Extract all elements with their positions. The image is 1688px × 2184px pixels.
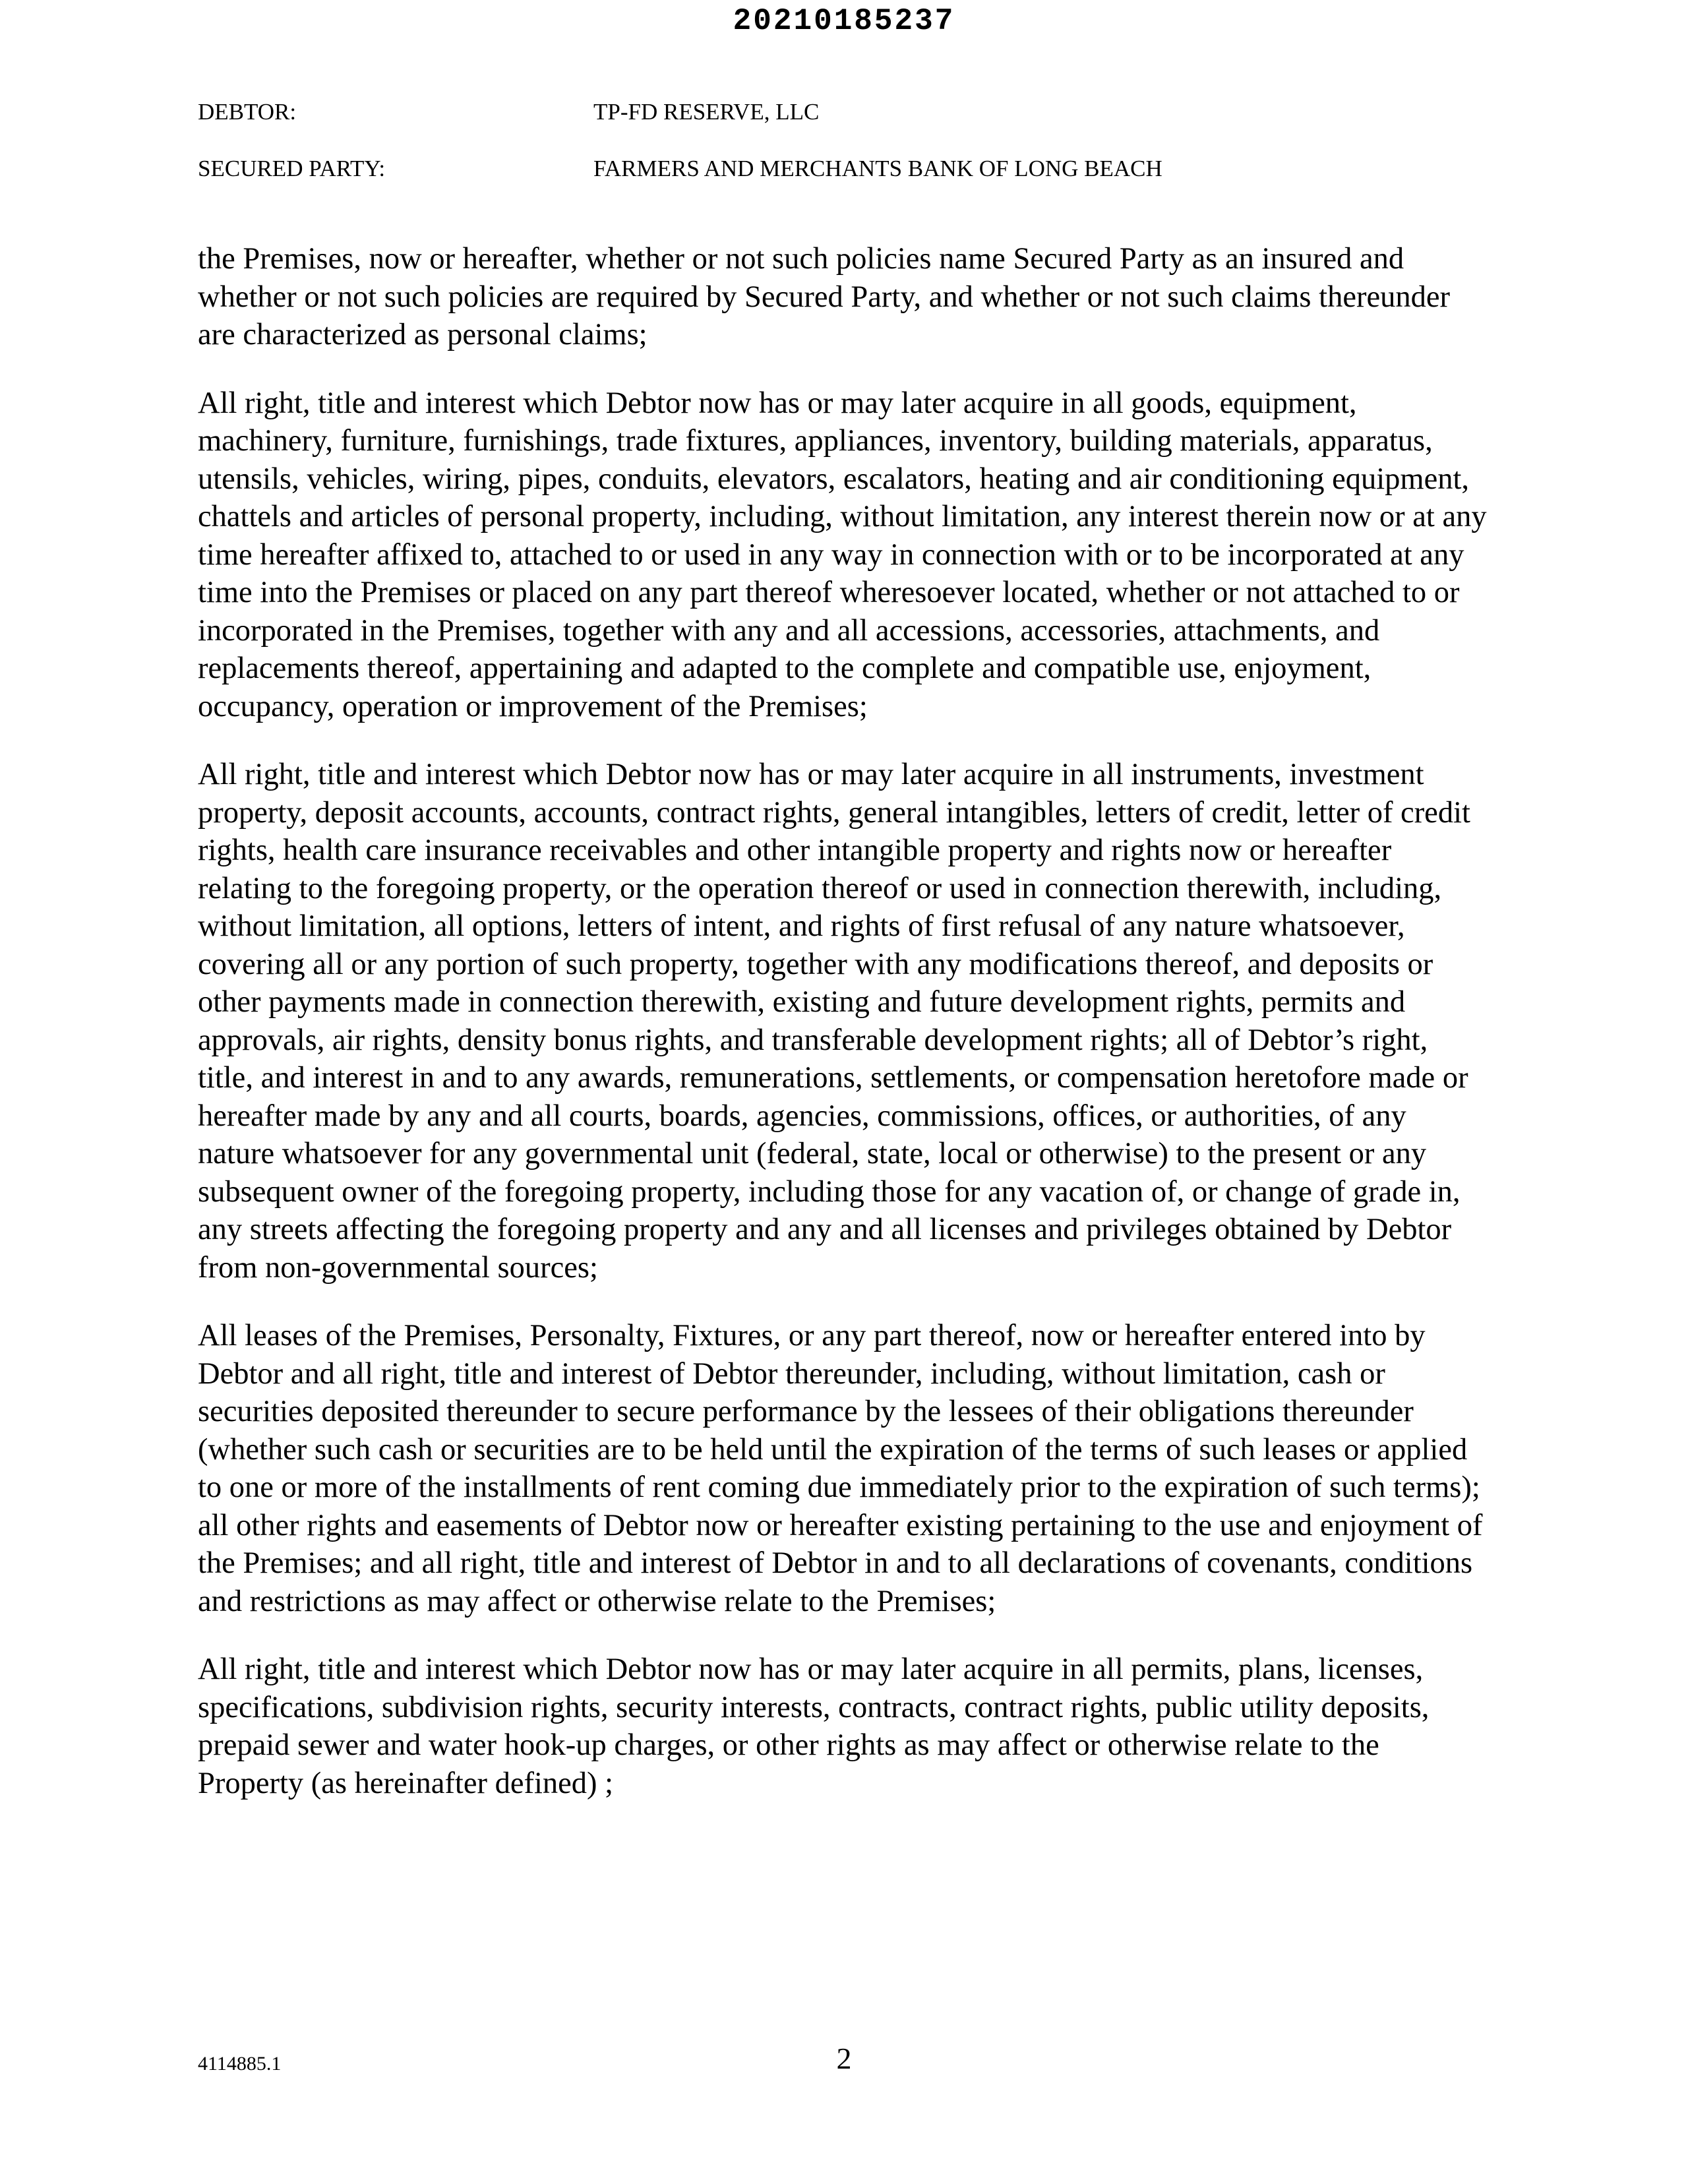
paragraph-goods-equipment: All right, title and interest which Debtor now has or may later acquire in all goods, equipment, machinery, furniture, furnishings, trade fixtures, appliances, inventory, building materials, apparatus, utensils, vehicles, wiring, pipes, conduits, elevators, escalators, heating and air conditioning equipment, chattels and articles of personal property, including, without limitation, any interest therein now or at any time hereafter affixed to, attached to or used in any way in connection with or to be incorporated at any time into the Premises or placed on any part thereof wheresoever located, whether or not attached to or incorporated in the Premises, together with any and all accessions, accessories, attachments, and replacements thereof, appertaining and adapted to the complete and compatible use, enjoyment, occupancy, operation or improvement of the Premises;: [198, 386, 1487, 723]
recording-number: 20210185237: [733, 4, 955, 38]
document-body: [198, 240, 1490, 1833]
debtor-value: TP-FD RESERVE, LLC: [593, 99, 820, 125]
debtor-label: DEBTOR:: [198, 99, 297, 125]
secured-party-value: FARMERS AND MERCHANTS BANK OF LONG BEACH: [593, 156, 1162, 181]
paragraph-instruments-rights: All right, title and interest which Debtor now has or may later acquire in all instruments, investment property, deposit accounts, accounts, contract rights, general intangibles, letters of credit, letter of credit rights, health care insurance receivables and other intangible property and rights now or hereafter relating to the foregoing property, or the operation thereof or used in connection therewith, including, without limitation, all options, letters of intent, and rights of first refusal of any nature whatsoever, covering all or any portion of such property, together with any modifications thereof, and deposits or other payments made in connection therewith, existing and future development rights, permits and approvals, air rights, density bonus rights, and transferable development rights; all of Debtor’s right, title, and interest in and to any awards, remunerations, settlements, or compensation heretofore made or hereafter made by any and all courts, boards, agencies, commissions, offices, or authorities, of any nature whatsoever for any governmental unit (federal, state, local or otherwise) to the present or any subsequent owner of the foregoing property, including those for any vacation of, or change of grade in, any streets affecting the foregoing property and any and all licenses and privileges obtained by Debtor from non-governmental sources;: [198, 758, 1470, 1285]
footer-document-id: 4114885.1: [198, 2053, 282, 2075]
paragraph-permits-plans: All right, title and interest which Debtor now has or may later acquire in all permits, plans, licenses, specifications, subdivision rights, security interests, contracts, contract rights, public utility deposits, prepaid sewer and water hook-up charges, or other rights as may affect or otherwise relate to the Property (as hereinafter defined) ;: [198, 1653, 1430, 1800]
paragraph-insurance-claims: the Premises, now or hereafter, whether or not such policies name Secured Party as an insured and whether or not such policies are required by Secured Party, and whether or not such claims thereunder are characterized as personal claims;: [198, 242, 1450, 351]
paragraph-leases: All leases of the Premises, Personalty, Fixtures, or any part thereof, now or hereafter entered into by Debtor and all right, title and interest of Debtor thereunder, including, without limitation, cash or securities deposited thereunder to secure performance by the lessees of their obligations thereunder (whether such cash or securities are to be held until the expiration of the terms of such leases or applied to one or more of the installments of rent coming due immediately prior to the expiration of such terms); all other rights and easements of Debtor now or hereafter existing pertaining to the use and enjoyment of the Premises; and all right, title and interest of Debtor in and to all declarations of covenants, conditions and restrictions as may affect or otherwise relate to the Premises;: [198, 1319, 1483, 1618]
secured-party-label: SECURED PARTY:: [198, 156, 386, 181]
page-number: 2: [836, 2042, 852, 2075]
